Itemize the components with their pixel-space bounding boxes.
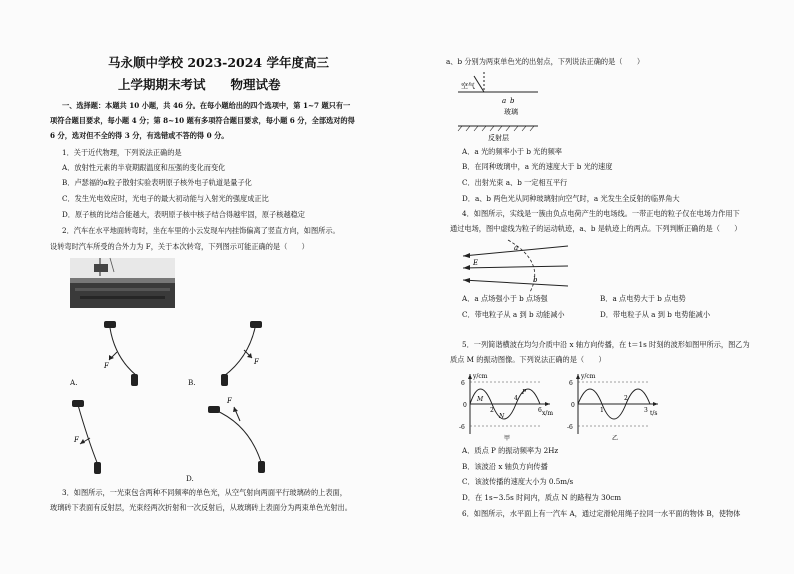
jia-ylabel: y/cm (473, 373, 488, 380)
point-b-label: b (533, 276, 538, 284)
q1-stem: 1．关于近代物理，下列说法正确的是 (62, 148, 182, 157)
yi-ytick-neg6: -6 (567, 424, 573, 431)
q4-stem-line2: 通过电场，图中虚线为粒子的运动轨迹，a、b 是轨迹上的两点。下列判断正确的是（ ） (450, 224, 742, 233)
exam-title-line2: 上学期期末考试 物理试卷 (118, 77, 281, 92)
force-label: F (254, 358, 259, 366)
q4-field-figure (458, 238, 578, 293)
q5-stem-line1: 5．一列简谐横波在均匀介质中沿 x 轴方向传播，在 t＝1s 时刻的波形如图甲所示，图乙为 (462, 340, 750, 349)
jia-ytick-6: 6 (461, 380, 465, 387)
q5-option-a: A．质点 P 的振动频率为 2Hz (462, 446, 559, 455)
jia-xlabel: x/m (542, 410, 554, 417)
yi-xlabel: t/s (650, 410, 658, 417)
q4-option-a: A．a 点场强小于 b 点场强 (462, 294, 548, 303)
section1-intro-line2: 项符合题目要求，每小题 4 分；第 8~10 题有多项符合题目要求，每小题 6 分，全部选对的得 (50, 116, 355, 125)
q5-stem-line2: 质点 M 的振动图像。下列说法正确的是（ ） (450, 355, 606, 364)
wave-graph-yi (568, 370, 663, 440)
car-icon (250, 321, 262, 328)
q3-stem-line1: 3．如图所示，一光束包含两种不同频率的单色光，从空气射向两面平行玻璃砖的上表面， (62, 488, 347, 497)
car-interior-photo (70, 258, 175, 308)
q1-option-c: C．发生光电效应时，光电子的最大初动能与入射光的强度成正比 (62, 194, 269, 203)
q1-option-a: A．放射性元素的半衰期跟温度和压强的变化而变化 (62, 163, 226, 172)
q2-figure-b (210, 318, 270, 383)
yi-ylabel: y/cm (581, 373, 596, 380)
yi-ytick-0: 0 (571, 402, 575, 409)
q2-stem-line1: 2．汽车在水平地面转弯时，坐在车里的小云发现车内挂饰偏离了竖直方向，如图所示。 (62, 226, 340, 235)
q2-stem-line2: 设转弯时汽车所受的合外力为 F，关于本次转弯，下列图示可能正确的是（ ） (50, 242, 309, 251)
q3-option-a: A．a 光的频率小于 b 光的频率 (462, 147, 562, 156)
right-column (400, 0, 794, 574)
car-icon (208, 406, 220, 413)
yi-xtick-2: 2 (624, 395, 628, 402)
jia-caption: 甲 (504, 435, 511, 442)
q3-stem-line2: 玻璃砖下表面有反射层，光束经两次折射和一次反射后，从玻璃砖上表面分为两束单色光射出。 (50, 503, 352, 512)
q3-glass-figure (458, 70, 538, 140)
car-icon (258, 461, 265, 473)
car-icon (104, 321, 116, 328)
point-m-label: M (477, 396, 484, 403)
exam-title-line1: 马永顺中学校 2023-2024 学年度高三 (108, 55, 329, 70)
point-b-label: b (510, 97, 515, 105)
point-a-label: a (514, 244, 519, 252)
q1-option-d: D．原子核的比结合能越大，表明原子核中核子结合得越牢固，原子核越稳定 (62, 210, 305, 219)
q2-figure-d (200, 395, 270, 475)
q6-stem: 6．如图所示，水平面上有一汽车 A，通过定滑轮用绳子拉同一水平面的物体 B，使物体 (462, 509, 741, 518)
q3-option-c: C．出射光束 a、b 一定相互平行 (462, 178, 568, 187)
wave-graph-jia (460, 370, 555, 440)
yi-caption: 乙 (612, 435, 619, 442)
yi-ytick-6: 6 (569, 380, 573, 387)
yi-xtick-1: 1 (600, 407, 604, 414)
force-label: F (104, 362, 109, 370)
q2-figure-a (95, 318, 155, 383)
point-p-label: P (522, 389, 527, 396)
q4-option-c: C．带电粒子从 a 到 b 动能减小 (462, 310, 565, 319)
jia-xtick-4: 4 (514, 395, 518, 402)
jia-ytick-neg6: -6 (459, 424, 465, 431)
q3-option-d: D．a、b 两色光从同种玻璃射向空气时，a 光发生全反射的临界角大 (462, 194, 680, 203)
q1-option-b: B．卢瑟福的α粒子散射实验表明原子核外电子轨道是量子化 (62, 178, 252, 187)
car-icon (72, 400, 84, 407)
car-icon (131, 374, 138, 386)
q5-option-b: B．该波沿 x 轴负方向传播 (462, 462, 548, 471)
q3-option-b: B．在同种玻璃中，a 光的速度大于 b 光的速度 (462, 162, 613, 171)
q5-option-c: C．该波传播的速度大小为 0.5m/s (462, 477, 574, 486)
yi-xtick-3: 3 (644, 407, 648, 414)
point-n-label: N (499, 413, 505, 420)
field-e-label: E (473, 259, 479, 267)
force-label: F (227, 397, 232, 405)
q3-stem-continued: a、b 分别为两束单色光的出射点，下列说法正确的是（ ） (446, 57, 645, 66)
jia-ytick-0: 0 (463, 402, 467, 409)
q4-stem-line1: 4．如图所示，实线是一簇由负点电荷产生的电场线。一带正电的粒子仅在电场力作用下 (462, 209, 740, 218)
q4-option-d: D．带电粒子从 a 到 b 电势能减小 (600, 310, 711, 319)
car-icon (94, 462, 101, 474)
jia-xtick-2: 2 (490, 407, 494, 414)
glass-label: 玻璃 (504, 108, 518, 116)
point-a-label: a (502, 97, 507, 105)
q2-label-b: B. (188, 378, 196, 387)
q4-option-b: B．a 点电势大于 b 点电势 (600, 294, 686, 303)
reflect-layer-label: 反射层 (488, 134, 509, 142)
section1-intro-line3: 6 分，选对但不全的得 3 分，有选错或不答的得 0 分。 (50, 131, 229, 140)
q2-figure-c (68, 400, 128, 475)
q2-label-d: D. (186, 474, 194, 483)
section1-intro-line1: 一、选择题：本题共 10 小题，共 46 分。在每小题给出的四个选项中，第 1~7 题只有一 (62, 101, 351, 110)
q2-label-a: A. (70, 378, 78, 387)
jia-xtick-6: 6 (538, 407, 542, 414)
force-label: F (74, 436, 79, 444)
q5-option-d: D．在 1s~3.5s 时间内，质点 N 的路程为 30cm (462, 493, 622, 502)
car-icon (221, 374, 228, 386)
air-label: 空气 (461, 82, 475, 90)
